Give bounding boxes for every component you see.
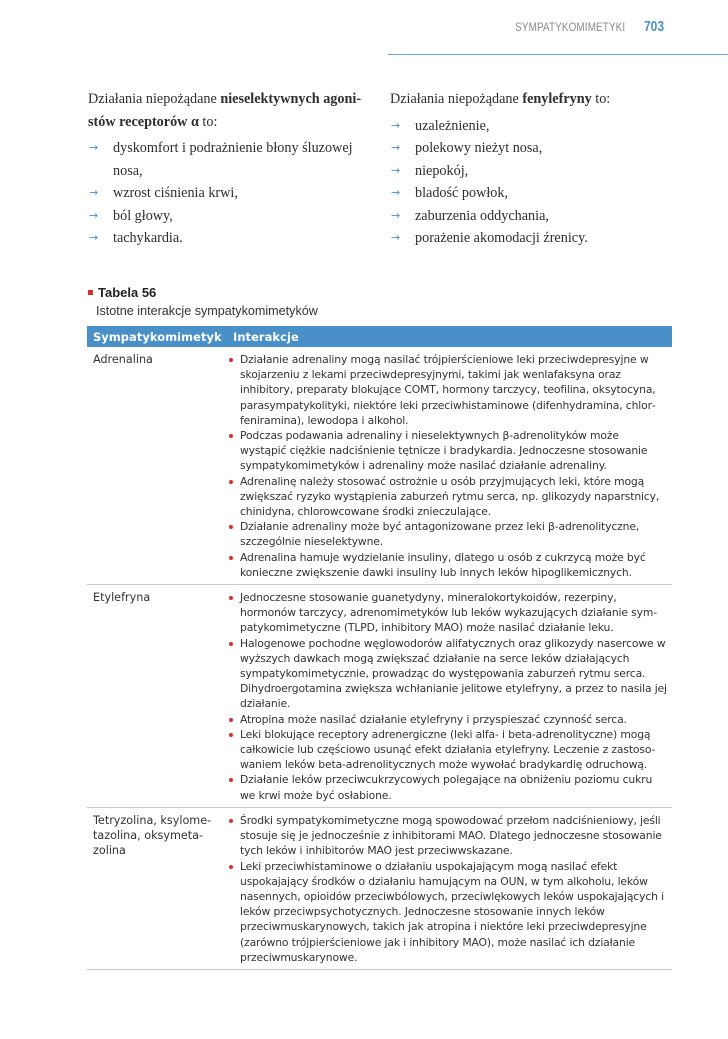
interaction-item: Leki przeciwhistaminowe o działaniu uspokajającym mogą nasilać efekt uspokajający środków o działaniu hamującym na OUN, w tym alkoholu, leków nasennych, opioidów przeciwbólowych, przeciwlękowych leków uspokajających i leków przeciwpsychotycznych. Jednoczesne stosowanie innych leków przeciwmuskarynowych, takich jak atropina i niektóre leki przeciwdepresyjne (zarówno trójpierścieniowe jak i inhibitory MAO), może nasilać ich działanie przeciwmuskarynowe. bbox=[227, 859, 672, 965]
interaction-item: Adrenalina hamuje wydzielanie insuliny, dlatego u osób z cukrzycą może być konieczne zwiększenie dawki insuliny lub innych leków hipoglikemicznych. bbox=[227, 550, 672, 580]
left-intro-bold: nieselektywnych agonistów receptorów α bbox=[88, 91, 362, 130]
table-row bbox=[87, 808, 672, 970]
drug-name: Tetryzolina, ksylometazolina, oksymetazolina bbox=[93, 813, 212, 857]
table-caption bbox=[88, 285, 318, 318]
interaction-item: Działanie adrenaliny mogą nasilać trójpierścieniowe leki przeciwdepresyjne w skojarzeniu z lekami przeciwdepresyjnymi, takimi jak wenlafaksyna oraz inhibitory, preparaty blokujące COMT, hormony tarczycy, teofilina, oksytocyna, parasympatykolityki, niektóre leki przeciwhistaminowe (difenhydramina, chlorfeniramina), lewodopa i alkohol. bbox=[227, 352, 672, 428]
left-intro: Działania niepożądane nieselektywnych agonistów receptorów α to: bbox=[88, 91, 362, 130]
interaction-item: Działanie adrenaliny może być antagonizowane przez leki β-adrenolityczne, szczególnie nieselektywne. bbox=[227, 519, 672, 549]
interaction-list bbox=[227, 352, 672, 580]
right-intro: Działania niepożądane fenylefryny to: bbox=[390, 91, 611, 107]
column-header-drug: Sympatykomimetyk bbox=[93, 329, 222, 344]
table-row bbox=[87, 347, 672, 585]
list-item: → tachykardia. bbox=[88, 227, 370, 250]
list-item: → polekowy nieżyt nosa, bbox=[390, 137, 680, 160]
table-title: Istotne interakcje sympatykomimetyków bbox=[96, 304, 318, 318]
table-label: Tabela 56 bbox=[88, 285, 318, 300]
list-item: → niepokój, bbox=[390, 160, 680, 183]
interaction-item: Podczas podawania adrenaliny i nieselektywnych β-adrenolityków może wystąpić ciężkie nadciśnienie tętnicze i bradykardia. Jednoczesne stosowanie sympatykomimetyków i adrenaliny może nasilać działanie adrenaliny. bbox=[227, 428, 672, 474]
interaction-item: Halogenowe pochodne węglowodorów alifatycznych oraz glikozydy nasercowe w wyższych dawkach mogą zwiększać działanie na serce leków działających sympatykomimetycznie, prowadząc do występowania zaburzeń rytmu serca. Dihydroergotamina zwiększa wchłanianie jelitowe etylefryny, a przez to nasila jej działanie. bbox=[227, 636, 672, 712]
interactions-table bbox=[87, 326, 672, 970]
right-list bbox=[390, 115, 680, 250]
page-number: 703 bbox=[643, 18, 664, 35]
drug-name: Adrenalina bbox=[93, 353, 153, 366]
drug-name: Etylefryna bbox=[93, 591, 151, 605]
left-list bbox=[88, 137, 370, 250]
interaction-item: Środki sympatykomimetyczne mogą spowodować przełom nadciśnieniowy, jeśli stosuje się je jednocześnie z inhibitorami MAO. Dlatego jednoczesne stosowanie tych leków i inhibitorów MAO jest przeciwwskazane. bbox=[227, 813, 672, 859]
right-column bbox=[390, 88, 680, 250]
column-header-interactions: Interakcje bbox=[233, 329, 299, 344]
list-item: → wzrost ciśnienia krwi, bbox=[88, 182, 370, 205]
interaction-list bbox=[227, 813, 672, 965]
interaction-item: Leki blokujące receptory adrenergiczne (leki alfa- i beta-adrenolityczne) mogą całkowicie lub częściowo usunąć efekt działania etylefryny. Leczenie z zastosowaniem leków beta-adrenolitycznych może wywołać bradykardię odruchową. bbox=[227, 727, 672, 773]
interaction-item: Jednoczesne stosowanie guanetydyny, mineralokortykoidów, rezerpiny, hormonów tarczycy, adrenomimetyków lub leków wykazujących działanie sympatykomimetyczne (TLPD, inhibitory MAO) może nasilać działanie leku. bbox=[227, 590, 672, 636]
header-rule bbox=[388, 54, 728, 55]
left-column bbox=[88, 88, 370, 250]
list-item: → porażenie akomodacji źrenicy. bbox=[390, 227, 680, 250]
list-item: → zaburzenia oddychania, bbox=[390, 205, 680, 228]
interaction-item: Działanie leków przeciwcukrzycowych polegające na obniżeniu poziomu cukru we krwi może być osłabione. bbox=[227, 772, 672, 802]
list-item: → uzależnienie, bbox=[390, 115, 680, 138]
table-row bbox=[87, 585, 672, 808]
running-title: SYMPATYKOMIMETYKI bbox=[514, 19, 625, 34]
interaction-list bbox=[227, 590, 672, 803]
interaction-item: Adrenalinę należy stosować ostrożnie u osób przyjmujących leki, które mogą zwiększać ryzyko wystąpienia zaburzeń rytmu serca, np. glikozydy naparstnicy, chinidyna, chlorowcowane środki znieczulające. bbox=[227, 474, 672, 520]
interaction-item: Atropina może nasilać działanie etylefryny i przyspieszać czynność serca. bbox=[227, 712, 672, 727]
running-head bbox=[491, 18, 664, 35]
right-intro-bold: fenylefryny bbox=[522, 91, 592, 107]
list-item: → dyskomfort i podrażnienie błony śluzowej nosa, bbox=[88, 137, 370, 182]
list-item: → ból głowy, bbox=[88, 205, 370, 228]
list-item: → bladość powłok, bbox=[390, 182, 680, 205]
red-square-icon bbox=[88, 290, 93, 295]
table-header bbox=[87, 326, 672, 347]
